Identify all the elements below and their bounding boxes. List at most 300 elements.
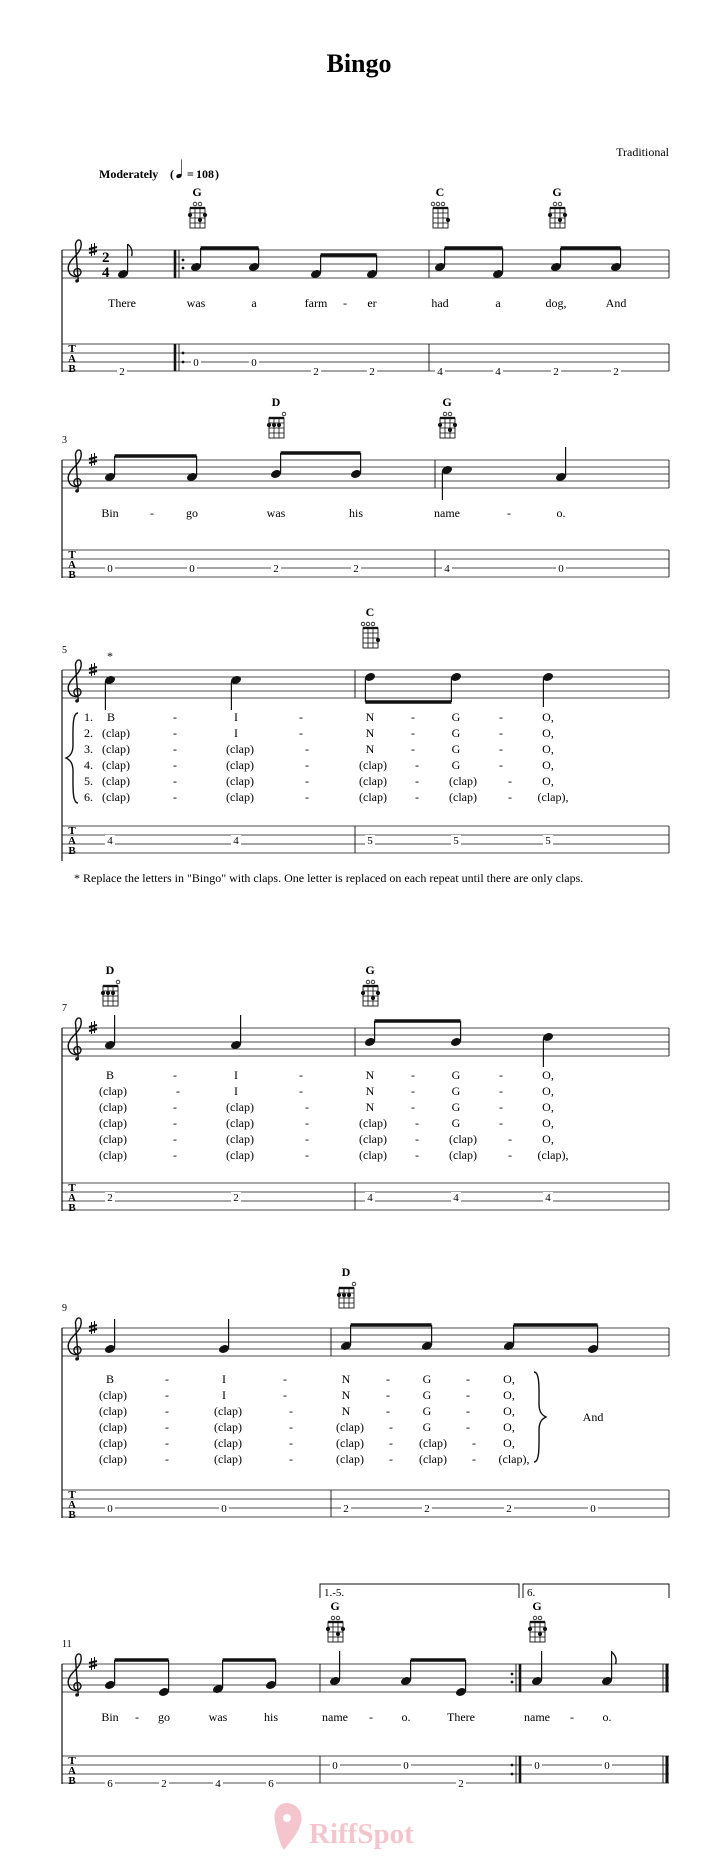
svg-text:A: A [68,559,76,571]
svg-text:A: A [68,1192,76,1204]
svg-text:go: go [158,1710,170,1724]
svg-text:-: - [415,790,419,804]
tab-staff [62,825,669,857]
svg-text:(clap): (clap) [99,1132,127,1146]
svg-text:0: 0 [558,563,564,575]
svg-text:(clap): (clap) [99,1436,127,1450]
svg-text:G: G [451,710,461,724]
measure-number: 11 [62,1639,72,1650]
svg-text:-: - [289,1404,293,1418]
svg-text:I: I [222,1388,226,1402]
svg-text:2: 2 [613,366,619,378]
svg-text:-: - [411,1100,415,1114]
svg-text:-: - [369,1710,373,1724]
measure-number: 3 [62,435,67,446]
svg-text:(clap): (clap) [102,742,130,756]
svg-text:o.: o. [602,1710,612,1724]
svg-text:2: 2 [119,366,125,378]
svg-text:-: - [165,1420,169,1434]
song-title: Bingo [326,49,392,78]
svg-text:(clap): (clap) [336,1420,364,1434]
svg-text:(clap): (clap) [336,1436,364,1450]
svg-text:2: 2 [553,366,559,378]
svg-text:And: And [605,296,627,310]
svg-text:-: - [508,1132,512,1146]
svg-text:G: G [192,185,202,199]
svg-text:(clap): (clap) [226,1100,254,1114]
svg-text:-: - [150,506,154,520]
svg-text:N: N [365,742,375,756]
svg-text:4: 4 [367,1192,373,1204]
svg-text:O,: O, [542,1084,554,1098]
chord-diagram [361,963,380,1006]
svg-text:I: I [234,1068,238,1082]
svg-text:G: G [422,1420,432,1434]
svg-text:(clap): (clap) [359,774,387,788]
svg-text:4: 4 [453,1192,459,1204]
system-4 [62,963,669,1214]
svg-text:0: 0 [193,357,199,369]
chord-diagram [337,1265,356,1308]
tempo-marking [99,160,219,182]
system-6 [62,1584,669,1790]
riffspot-logo [274,1803,414,1850]
svg-text:-: - [466,1388,470,1402]
svg-text:-: - [415,1148,419,1162]
svg-text:-: - [173,710,177,724]
svg-text:G: G [451,1100,461,1114]
svg-text:name: name [322,1710,348,1724]
svg-text:6: 6 [268,1778,274,1790]
svg-text:(clap): (clap) [359,1132,387,1146]
svg-text:(clap): (clap) [449,1132,477,1146]
svg-text:-: - [389,1436,393,1450]
svg-text:C: C [435,185,445,199]
svg-text:6.: 6. [84,790,93,804]
system-5 [62,1265,669,1521]
svg-text:A: A [68,1499,76,1511]
svg-text:-: - [499,710,503,724]
svg-text:B: B [68,569,76,581]
svg-text:-: - [508,774,512,788]
svg-text:-: - [499,1100,503,1114]
svg-text:-: - [283,1388,287,1402]
svg-text:(clap): (clap) [359,758,387,772]
svg-text:I: I [234,726,238,740]
tab-staff [62,549,669,581]
time-signature-bottom: 4 [102,265,110,281]
svg-text:-: - [173,726,177,740]
svg-text:-: - [507,506,511,520]
svg-text:-: - [415,774,419,788]
chord-diagram [528,1599,547,1642]
svg-text:-: - [508,790,512,804]
spelling-rows [84,710,568,804]
svg-text:-: - [173,1132,177,1146]
svg-text:4: 4 [107,835,113,847]
svg-text:G: G [451,758,461,772]
svg-text:(clap): (clap) [419,1436,447,1450]
svg-text:O,: O, [542,1116,554,1130]
svg-text:Bin: Bin [101,506,119,520]
svg-text:): ) [215,167,219,181]
svg-text:(clap): (clap) [226,1116,254,1130]
svg-text:was: was [186,296,206,310]
svg-text:(clap): (clap) [449,1148,477,1162]
svg-text:-: - [466,1404,470,1418]
svg-text:(clap): (clap) [359,1148,387,1162]
svg-text:G: G [532,1599,542,1613]
svg-text:(clap): (clap) [99,1116,127,1130]
svg-text:N: N [341,1372,351,1386]
svg-text:-: - [499,1068,503,1082]
svg-text:(clap): (clap) [99,1084,127,1098]
svg-text:(clap): (clap) [226,758,254,772]
svg-text:a: a [495,296,501,310]
time-signature-top: 2 [102,250,110,266]
svg-text:(clap): (clap) [99,1148,127,1162]
svg-text:O,: O, [542,758,554,772]
svg-text:0: 0 [403,1760,409,1772]
svg-text:B: B [68,845,76,857]
svg-text:0: 0 [251,357,257,369]
svg-text:-: - [299,1084,303,1098]
svg-text:o.: o. [401,1710,411,1724]
chord-diagram [361,605,380,648]
svg-text:(clap): (clap) [336,1452,364,1466]
svg-text:-: - [305,1100,309,1114]
svg-text:-: - [165,1404,169,1418]
svg-text:-: - [283,1372,287,1386]
svg-text:5.: 5. [84,774,93,788]
svg-text:2: 2 [424,1503,430,1515]
treble-clef [68,240,81,283]
svg-text:-: - [499,1084,503,1098]
tab-staff [62,1489,669,1521]
svg-text:-: - [389,1420,393,1434]
svg-text:(: ( [170,167,174,181]
svg-text:1.: 1. [84,710,93,724]
svg-text:-: - [299,710,303,724]
svg-text:N: N [365,1084,375,1098]
svg-text:2: 2 [273,563,279,575]
footnote-marker: * [107,649,113,663]
svg-text:2: 2 [343,1503,349,1515]
svg-text:2.: 2. [84,726,93,740]
lyric-and: And [582,1410,604,1424]
svg-text:B: B [105,1372,115,1386]
svg-text:Bin: Bin [101,1710,119,1724]
svg-text:4: 4 [215,1778,221,1790]
svg-text:2: 2 [313,366,319,378]
lyrics-line [101,506,565,520]
tab-staff [62,1755,669,1790]
svg-text:4: 4 [437,366,443,378]
measure-number: 7 [62,1003,67,1014]
svg-text:N: N [365,726,375,740]
svg-text:(clap): (clap) [99,1404,127,1418]
spelling-rows [99,1068,568,1162]
svg-text:-: - [570,1710,574,1724]
svg-text:0: 0 [221,1503,227,1515]
svg-text:There: There [447,1710,475,1724]
svg-text:N: N [365,710,375,724]
svg-text:-: - [176,1084,180,1098]
svg-text:(clap): (clap) [359,1116,387,1130]
svg-text:B: B [68,363,76,375]
chord-diagram [101,963,120,1006]
svg-text:O,: O, [542,1100,554,1114]
chord-diagram [438,395,457,438]
svg-text:-: - [289,1436,293,1450]
svg-text:=: = [187,167,194,181]
svg-text:2: 2 [161,1778,167,1790]
svg-text:(clap): (clap) [449,790,477,804]
svg-text:Moderately: Moderately [99,167,159,181]
svg-text:-: - [466,1420,470,1434]
svg-text:5: 5 [367,835,373,847]
svg-text:A: A [68,1765,76,1777]
tab-staff [62,1182,669,1214]
svg-text:B: B [106,710,116,724]
closing-brace [534,1372,546,1462]
chord-diagram [326,1599,345,1642]
svg-text:-: - [165,1452,169,1466]
svg-text:-: - [466,1372,470,1386]
svg-text:G: G [422,1404,432,1418]
svg-text:(clap): (clap) [102,774,130,788]
svg-text:I: I [234,1084,238,1098]
svg-text:G: G [451,742,461,756]
svg-text:O,: O, [503,1388,515,1402]
system-1 [62,185,669,378]
svg-text:0: 0 [107,1503,113,1515]
svg-text:(clap): (clap) [226,1132,254,1146]
svg-text:-: - [415,758,419,772]
svg-text:2: 2 [233,1192,239,1204]
svg-text:(clap),: (clap), [537,1148,569,1162]
svg-text:O,: O, [542,774,554,788]
chord-diagram [548,185,567,228]
svg-text:RiffSpot: RiffSpot [309,1818,414,1850]
ending-label: 1.-5. [324,1587,345,1599]
svg-text:G: G [451,1084,461,1098]
svg-text:0: 0 [604,1760,610,1772]
svg-text:-: - [411,1068,415,1082]
ending-bracket-2 [523,1584,669,1598]
svg-text:0: 0 [590,1503,596,1515]
svg-text:O,: O, [542,726,554,740]
svg-text:(clap): (clap) [99,1420,127,1434]
svg-text:A: A [68,835,76,847]
svg-text:(clap): (clap) [226,774,254,788]
lyrics-line [101,1710,611,1724]
verse-brace [66,713,78,803]
svg-text:-: - [499,726,503,740]
svg-text:4: 4 [545,1192,551,1204]
svg-text:O,: O, [542,1132,554,1146]
svg-text:C: C [365,605,375,619]
svg-text:0: 0 [107,563,113,575]
svg-text:(clap): (clap) [99,1100,127,1114]
svg-text:-: - [173,1148,177,1162]
svg-text:-: - [415,1116,419,1130]
svg-text:(clap): (clap) [102,726,130,740]
svg-text:G: G [422,1388,432,1402]
svg-text:G: G [552,185,562,199]
svg-text:-: - [305,774,309,788]
svg-text:(clap): (clap) [419,1452,447,1466]
svg-text:-: - [135,1710,139,1724]
svg-text:-: - [389,1452,393,1466]
svg-text:-: - [415,1132,419,1146]
svg-text:I: I [234,710,238,724]
svg-text:N: N [365,1100,375,1114]
key-signature-sharp [89,243,97,256]
svg-text:-: - [173,758,177,772]
svg-text:-: - [305,742,309,756]
ending-label: 6. [527,1587,536,1599]
svg-text:(clap): (clap) [449,774,477,788]
svg-text:-: - [343,296,347,310]
svg-text:A: A [68,353,76,365]
svg-text:(clap): (clap) [102,790,130,804]
svg-text:-: - [499,742,503,756]
svg-text:0: 0 [189,563,195,575]
svg-text:G: G [451,1116,461,1130]
svg-text:0: 0 [534,1760,540,1772]
svg-text:-: - [411,726,415,740]
svg-text:(clap),: (clap), [537,790,569,804]
ending-bracket-1 [320,1584,519,1598]
svg-text:er: er [367,296,377,310]
svg-text:T: T [68,1755,76,1767]
svg-text:(clap): (clap) [214,1404,242,1418]
footnote: * Replace the letters in "Bingo" with claps. One letter is replaced on each repeat until there are only claps. [74,871,584,885]
svg-text:5: 5 [453,835,459,847]
spelling-rows [99,1372,529,1466]
svg-text:I: I [222,1372,226,1386]
svg-text:o.: o. [556,506,566,520]
tab-staff [62,343,669,378]
svg-text:-: - [411,742,415,756]
svg-text:T: T [68,549,76,561]
svg-text:-: - [386,1372,390,1386]
svg-text:(clap): (clap) [214,1420,242,1434]
svg-text:O,: O, [503,1420,515,1434]
svg-text:G: G [422,1372,432,1386]
svg-text:(clap): (clap) [226,790,254,804]
svg-text:(clap): (clap) [102,758,130,772]
svg-text:T: T [68,1182,76,1194]
svg-text:B: B [68,1202,76,1214]
svg-text:O,: O, [542,742,554,756]
svg-text:3.: 3. [84,742,93,756]
svg-text:dog,: dog, [545,296,567,310]
svg-text:-: - [173,1100,177,1114]
svg-text:G: G [451,1068,461,1082]
svg-text:(clap): (clap) [214,1436,242,1450]
svg-text:a: a [251,296,257,310]
svg-text:-: - [305,1148,309,1162]
svg-text:G: G [365,963,375,977]
svg-text:-: - [386,1388,390,1402]
svg-text:O,: O, [503,1372,515,1386]
svg-text:-: - [305,1132,309,1146]
svg-text:-: - [472,1436,476,1450]
svg-text:-: - [165,1388,169,1402]
svg-text:4: 4 [444,563,450,575]
svg-text:-: - [173,790,177,804]
svg-text:6: 6 [107,1778,113,1790]
svg-text:-: - [289,1452,293,1466]
svg-text:B: B [105,1068,115,1082]
composer: Traditional [616,145,669,159]
svg-text:-: - [305,1116,309,1130]
svg-text:-: - [165,1436,169,1450]
chord-diagram [188,185,207,228]
svg-text:(clap): (clap) [214,1452,242,1466]
svg-text:(clap): (clap) [99,1388,127,1402]
svg-text:-: - [499,1116,503,1130]
svg-text:G: G [451,726,461,740]
svg-text:-: - [299,1068,303,1082]
svg-text:farm: farm [304,296,328,310]
svg-text:O,: O, [542,710,554,724]
svg-text:-: - [173,1068,177,1082]
svg-text:(clap): (clap) [359,790,387,804]
svg-text:-: - [299,726,303,740]
svg-text:(clap): (clap) [99,1452,127,1466]
svg-text:2: 2 [458,1778,464,1790]
svg-text:T: T [68,825,76,837]
svg-text:2: 2 [107,1192,113,1204]
svg-text:-: - [472,1452,476,1466]
svg-text:4: 4 [233,835,239,847]
svg-text:-: - [305,758,309,772]
svg-text:5: 5 [545,835,551,847]
svg-text:4: 4 [495,366,501,378]
chord-diagram [267,395,286,438]
svg-text:-: - [165,1372,169,1386]
svg-text:-: - [411,1084,415,1098]
lyrics-line [108,296,626,310]
measure-number: 5 [62,645,67,656]
svg-text:name: name [434,506,460,520]
svg-text:(clap): (clap) [226,742,254,756]
svg-text:4.: 4. [84,758,93,772]
svg-text:(clap): (clap) [226,1148,254,1162]
svg-text:name: name [524,1710,550,1724]
svg-text:-: - [305,790,309,804]
svg-text:his: his [348,506,364,520]
svg-text:-: - [289,1420,293,1434]
svg-text:2: 2 [369,366,375,378]
svg-text:2: 2 [506,1503,512,1515]
svg-text:0: 0 [332,1760,338,1772]
svg-text:D: D [105,963,115,977]
svg-text:had: had [431,296,449,310]
svg-text:go: go [186,506,198,520]
svg-text:B: B [68,1775,76,1787]
svg-text:-: - [386,1404,390,1418]
svg-text:O,: O, [542,1068,554,1082]
svg-text:108: 108 [196,167,214,181]
svg-text:O,: O, [503,1436,515,1450]
svg-text:N: N [365,1068,375,1082]
svg-text:-: - [499,758,503,772]
system-2 [62,395,669,581]
